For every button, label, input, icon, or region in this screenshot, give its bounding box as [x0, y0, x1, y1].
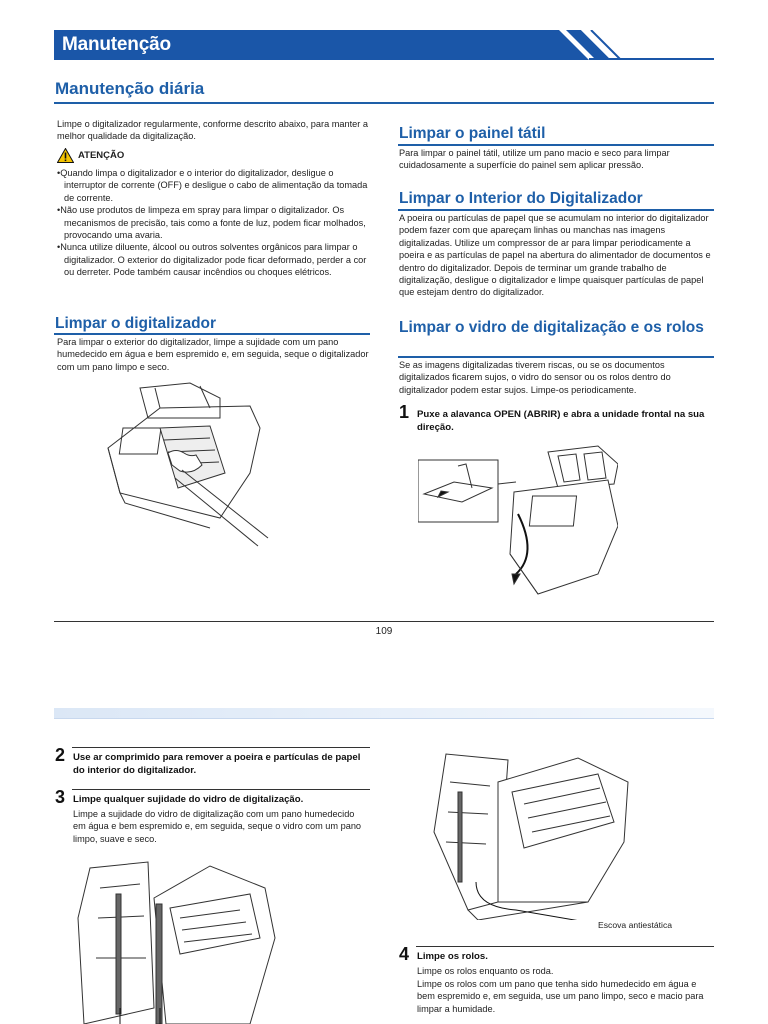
step-text: Limpe qualquer sujidade do vidro de digitalização. [73, 794, 304, 805]
scanner-brush-illustration [428, 752, 668, 920]
subsection-divider [54, 333, 370, 335]
chapter-title: Manutenção [62, 34, 171, 55]
page-number: 109 [375, 626, 393, 637]
scanner-wipe-illustration [100, 378, 270, 548]
glass-rollers-title: Limpar o vidro de digitalização e os rolos [399, 319, 704, 336]
warning-list [57, 167, 369, 279]
touch-panel-title: Limpar o painel tátil [399, 125, 546, 142]
warning-label: ATENÇÃO [78, 150, 125, 161]
subsection-divider [398, 356, 714, 358]
footer-rule [54, 621, 714, 622]
step-rule [72, 747, 370, 748]
step-number: 4 [399, 944, 410, 964]
step-text: Use ar comprimido para remover a poeira e partículas de papel do interior do digitalizador. [73, 752, 361, 776]
subsection-divider [398, 144, 714, 146]
glass-rollers-text: Se as imagens digitalizadas tiverem riscas, ou se os documentos digitalizados ficarem sujos, o vidro do sensor ou os rolos dentro do digitalizador podem estar sujos. Limpe-os periodicamente. [399, 360, 671, 395]
interior-title: Limpar o Interior do Digitalizador [399, 190, 643, 207]
brush-callout: Escova antiestática [598, 920, 673, 930]
page-header-band [54, 708, 714, 719]
warning-icon [57, 148, 74, 163]
warning-item: • Nunca utilize diluente, álcool ou outros solventes orgânicos para limpar o digitalizador. O exterior do digitalizador pode ficar deformado, perder a cor ou derreter. Pode também causar incêndios ou choques elétricos. [57, 241, 369, 278]
scanner-glass-illustration [70, 858, 280, 1024]
clean-scanner-text: Para limpar o exterior do digitalizador, limpe a sujidade com um pano humedecido em água e bem espremido e, em seguida, seque o digitalizador com um pano limpo e seco. [57, 337, 369, 372]
section-title: Manutenção diária [55, 79, 205, 98]
step-number: 2 [55, 745, 66, 765]
clean-scanner-title: Limpar o digitalizador [55, 315, 217, 332]
section-divider [54, 102, 714, 104]
step-text: Puxe a alavanca OPEN (ABRIR) e abra a unidade frontal na sua direção. [417, 409, 705, 433]
step-rule [72, 789, 370, 790]
step-text: Limpe os rolos. [417, 951, 488, 962]
open-front-unit-illustration [418, 444, 618, 596]
step-detail: Limpe os rolos com um pano que tenha sido humedecido em água e bem espremido e, em seguida, use um pano limpo, seco e macio para limpar a humidade. [417, 979, 704, 1014]
step-number: 1 [399, 402, 410, 422]
step-number: 3 [55, 787, 66, 807]
warning-item: • Não use produtos de limpeza em spray para limpar o digitalizador. Os mecanismos de precisão, tais como a fonte de luz, podem ficar molhados, provocando uma avaria. [57, 204, 369, 241]
step-detail: Limpe os rolos enquanto os roda. [417, 966, 554, 976]
subsection-divider [398, 209, 714, 211]
step-detail: Limpe a sujidade do vidro de digitalização com um pano humedecido em água e bem espremido e, em seguida, seque o vidro com um pano limpo, suave e seco. [73, 809, 362, 844]
interior-text: A poeira ou partículas de papel que se acumulam no interior do digitalizador podem fazer com que apareçam linhas ou manchas nas imagens digitalizadas. Utilize um compressor de ar para limpar periodicamente a poeira e as partículas de papel na abertura do alimentador de documentos e dentro do digitalizador. Depois de terminar um grande trabalho de digitalização, desligue o digitalizador e limpe quaisquer partículas de papel que estejam dentro do digitalizador. [399, 213, 711, 298]
warning-heading [57, 148, 124, 163]
step-rule [416, 946, 714, 947]
touch-panel-text: Para limpar o painel tátil, utilize um pano macio e seco para limpar cuidadosamente a superfície do painel sem aplicar pressão. [399, 148, 670, 171]
intro-text: Limpe o digitalizador regularmente, conforme descrito abaixo, para manter a melhor qualidade da digitalização. [57, 119, 369, 142]
warning-item: • Quando limpa o digitalizador e o interior do digitalizador, desligue o interruptor de corrente (OFF) e desligue o cabo de alimentação da tomada de corrente. [57, 167, 369, 204]
